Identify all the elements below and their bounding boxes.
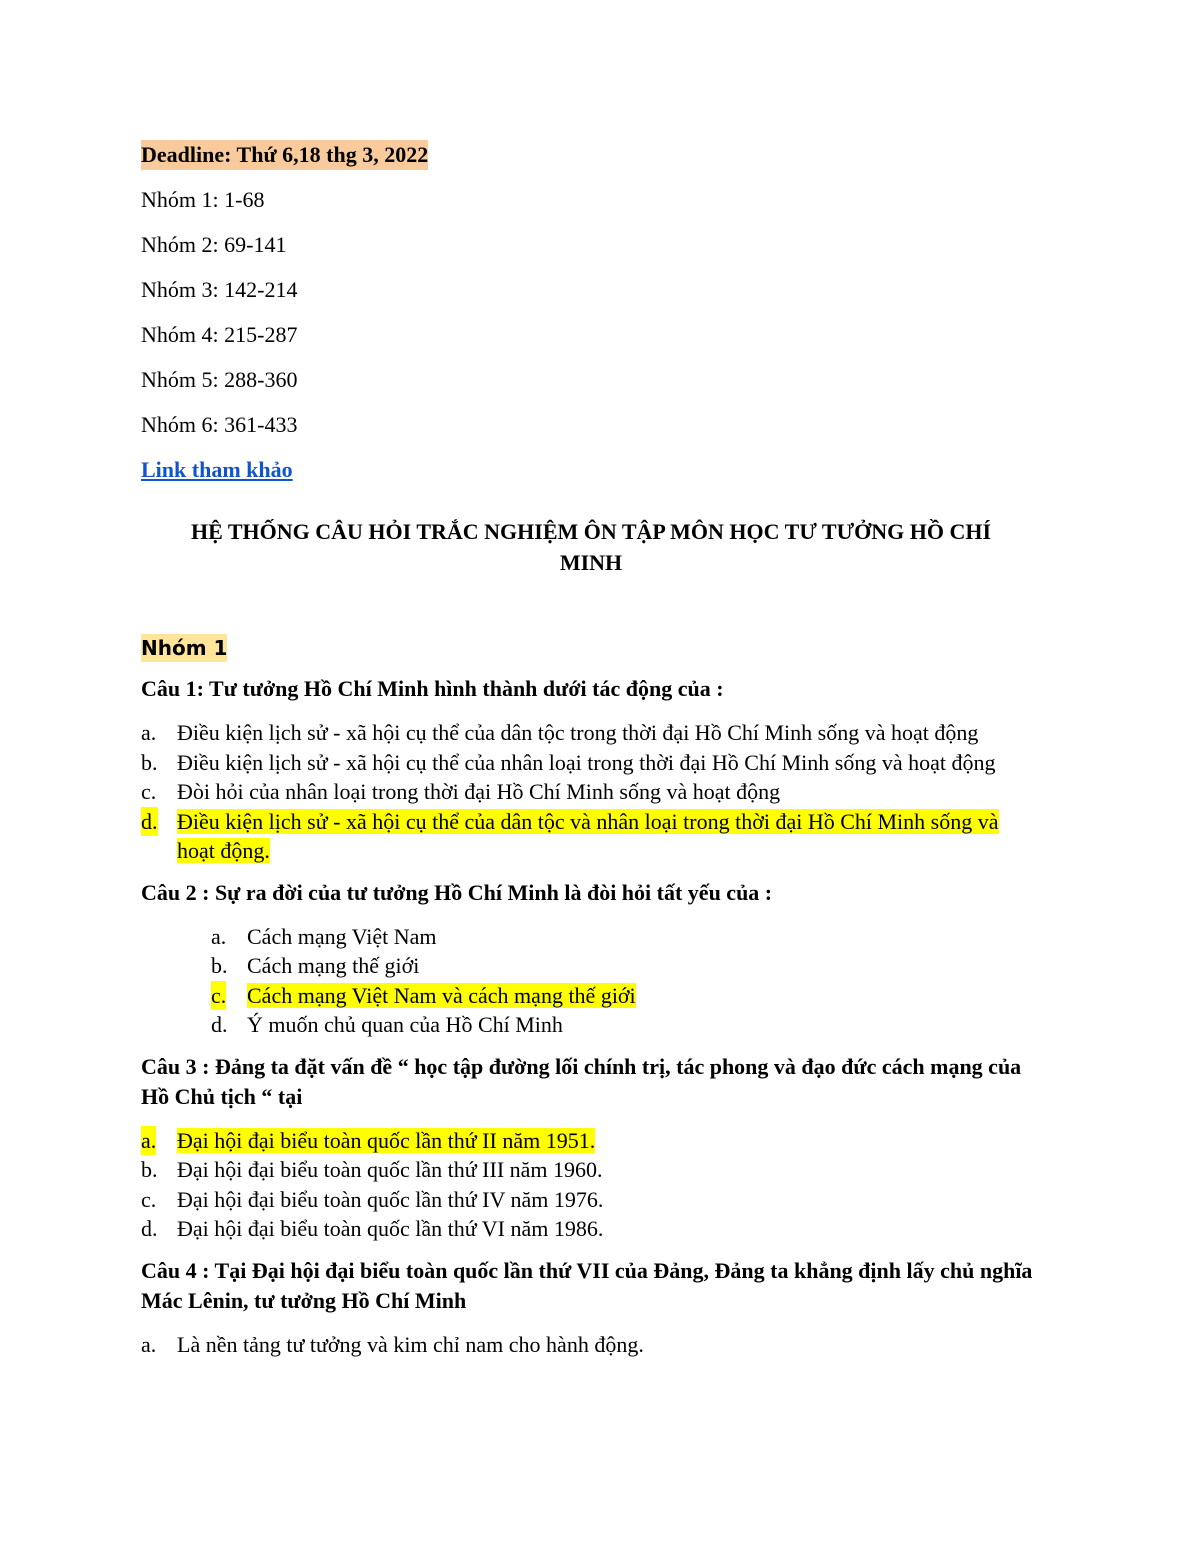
answer-marker: c. <box>211 981 226 1011</box>
group-line: Nhóm 4: 215-287 <box>141 322 298 347</box>
answer-text-highlighted: Cách mạng Việt Nam và cách mạng thế giới <box>247 982 636 1008</box>
answer-1b <box>141 748 1041 778</box>
answer-text: Cách mạng Việt Nam <box>247 923 437 949</box>
answer-marker: d. <box>141 807 158 837</box>
question-4: Câu 4 : Tại Đại hội đại biểu toàn quốc lần thứ VII của Đảng, Đảng ta khẳng định lấy chủ nghĩa Mác Lênin, tư tưởng Hồ Chí Minh <box>141 1257 1033 1313</box>
group-line: Nhóm 1: 1-68 <box>141 187 265 212</box>
answer-marker: b. <box>141 749 158 775</box>
answer-4a <box>141 1330 1041 1360</box>
answer-3c <box>141 1185 1041 1215</box>
answer-list-4 <box>141 1330 1041 1360</box>
section-row <box>141 578 1041 674</box>
answer-text: Ý muốn chủ quan của Hồ Chí Minh <box>247 1012 563 1037</box>
answer-marker: b. <box>141 1157 158 1182</box>
answer-text: Là nền tảng tư tưởng và kim chỉ nam cho hành động. <box>177 1331 644 1357</box>
group-line: Nhóm 6: 361-433 <box>141 412 298 437</box>
question-2: Câu 2 : Sự ra đời của tư tưởng Hồ Chí Minh là đòi hỏi tất yếu của : <box>141 879 773 905</box>
answer-marker: a. <box>141 720 157 745</box>
answer-marker: a. <box>141 1126 156 1156</box>
answer-marker: d. <box>141 1216 158 1241</box>
answer-text-highlighted: Điều kiện lịch sử - xã hội cụ thể của dân tộc và nhân loại trong thời đại Hồ Chí Minh sống và hoạt động. <box>177 808 999 863</box>
link-row <box>141 455 1041 500</box>
answer-marker: a. <box>141 1331 157 1357</box>
group-line: Nhóm 5: 288-360 <box>141 367 298 392</box>
answer-1a <box>141 718 1041 748</box>
answer-text: Đại hội đại biểu toàn quốc lần thứ IV năm 1976. <box>177 1186 604 1212</box>
answer-text: Đại hội đại biểu toàn quốc lần thứ VI năm 1986. <box>177 1216 604 1241</box>
answer-2d <box>211 1010 1041 1040</box>
answer-3d <box>141 1214 1041 1244</box>
title-line-1: HỆ THỐNG CÂU HỎI TRẮC NGHIỆM ÔN TẬP MÔN HỌC TƯ TƯỞNG HỒ CHÍ <box>190 519 992 544</box>
answer-marker: d. <box>211 1012 228 1037</box>
answer-1d <box>141 807 1041 866</box>
answer-2b <box>211 951 1041 981</box>
answer-text: Đại hội đại biểu toàn quốc lần thứ III năm 1960. <box>177 1157 603 1182</box>
title-line-2: MINH <box>559 550 623 575</box>
answer-1c <box>141 777 1041 807</box>
answer-marker: b. <box>211 953 228 978</box>
document-content <box>141 140 1041 1369</box>
question-3: Câu 3 : Đảng ta đặt vấn đề “ học tập đường lối chính trị, tác phong và đạo đức cách mạng của Hồ Chủ tịch “ tại <box>141 1053 1022 1109</box>
answer-text: Điều kiện lịch sử - xã hội cụ thể của nhân loại trong thời đại Hồ Chí Minh sống và hoạt động <box>177 749 996 775</box>
reference-link[interactable]: Link tham khảo <box>141 457 293 482</box>
answer-text-highlighted: Đại hội đại biểu toàn quốc lần thứ II năm 1951. <box>177 1127 596 1153</box>
answer-2c <box>211 981 1041 1011</box>
answer-marker: c. <box>141 779 157 804</box>
document-title <box>141 516 1041 578</box>
answer-2a <box>211 922 1041 952</box>
answer-text: Điều kiện lịch sử - xã hội cụ thể của dân tộc trong thời đại Hồ Chí Minh sống và hoạt động <box>177 720 979 745</box>
group-line: Nhóm 3: 142-214 <box>141 277 298 302</box>
question-1: Câu 1: Tư tưởng Hồ Chí Minh hình thành dưới tác động của : <box>141 676 724 701</box>
answer-marker: c. <box>141 1186 157 1212</box>
group-line: Nhóm 2: 69-141 <box>141 232 287 257</box>
answer-list-2 <box>141 922 1041 1040</box>
answer-3b <box>141 1155 1041 1185</box>
answer-text: Đòi hỏi của nhân loại trong thời đại Hồ Chí Minh sống và hoạt động <box>177 779 781 804</box>
section-heading: Nhóm 1 <box>141 636 228 660</box>
answer-text: Cách mạng thế giới <box>247 953 420 978</box>
answer-list-3 <box>141 1126 1041 1244</box>
answer-list-1 <box>141 718 1041 866</box>
answer-marker: a. <box>211 923 227 949</box>
deadline-text: Deadline: Thứ 6,18 thg 3, 2022 <box>141 140 428 170</box>
answer-3a <box>141 1126 1041 1156</box>
deadline-row <box>141 140 1041 185</box>
